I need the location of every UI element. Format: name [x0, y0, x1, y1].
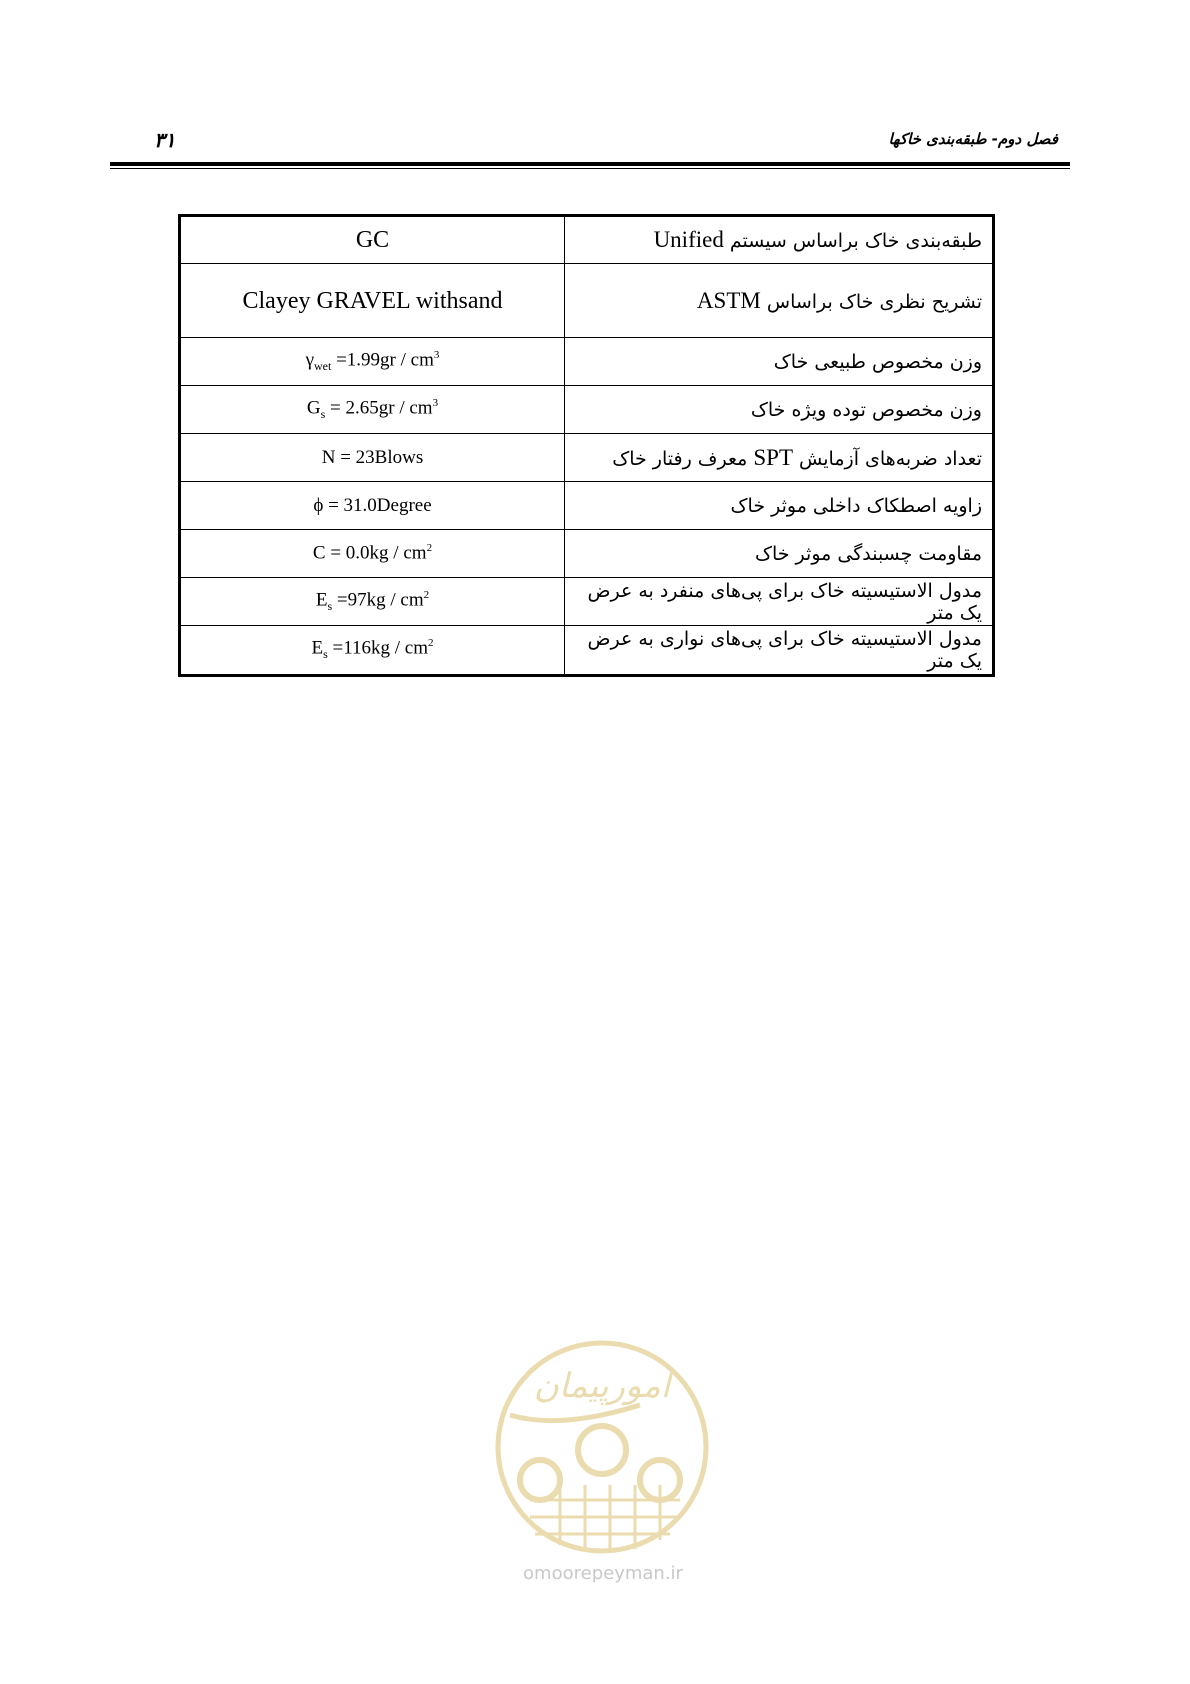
label-text: مدول الاستیسیته خاک برای پی‌های نواری به عرض یک متر [587, 628, 982, 672]
label-text: وزن مخصوص طبیعی خاک [773, 350, 982, 373]
value-rest: = 2.65gr / cm [325, 397, 433, 419]
label-text: زاویه اصطکاک داخلی موثر خاک [730, 494, 982, 517]
table-row [180, 482, 994, 530]
label-cell [565, 216, 994, 264]
label-cell [565, 264, 994, 338]
label-cell [565, 386, 994, 434]
label-text: تشریح نظری خاک براساس [766, 290, 982, 313]
header-rule-thin [110, 168, 1070, 169]
label-text-suffix: معرف رفتار خاک [612, 447, 748, 470]
value-main: E [311, 637, 324, 659]
value-superscript: 2 [426, 542, 433, 555]
table-row [180, 386, 994, 434]
table-row [180, 578, 994, 626]
label-text: تعداد ضربه‌های آزمایش [799, 447, 982, 470]
value-cell [180, 434, 565, 482]
label-cell [565, 338, 994, 386]
page-header [110, 128, 1070, 158]
watermark-site: omoorepeyman.ir [523, 1563, 683, 1584]
watermark-swoosh [510, 1405, 640, 1421]
value-main: γ [305, 349, 315, 371]
table-row [180, 434, 994, 482]
value-cell [180, 264, 565, 338]
table-row [180, 264, 994, 338]
label-cell [565, 482, 994, 530]
value-cell [180, 530, 565, 578]
label-cell [565, 578, 994, 626]
watermark-gear-left [520, 1460, 560, 1500]
value-rest: =1.99gr / cm [331, 349, 434, 371]
value-superscript: 3 [433, 348, 440, 361]
value-cell [180, 386, 565, 434]
value-main: E [315, 589, 328, 611]
value-main: C = 0.0kg / cm [312, 542, 427, 564]
soil-properties-table [178, 214, 995, 677]
soil-properties-body [180, 216, 994, 676]
value-superscript: 2 [428, 637, 434, 650]
table-row [180, 626, 994, 676]
value-main: Clayey GRAVEL withsand [242, 287, 503, 314]
label-text: مقاومت چسبندگی موثر خاک [754, 542, 982, 565]
value-cell [180, 338, 565, 386]
table-row [180, 530, 994, 578]
label-cell [565, 530, 994, 578]
value-cell [180, 482, 565, 530]
value-main: ϕ = 31.0Degree [313, 494, 432, 516]
label-latin-term: ASTM [696, 287, 761, 313]
value-subscript: s [327, 599, 333, 614]
value-subscript: s [320, 407, 326, 422]
header-rule-thick [110, 162, 1070, 166]
value-subscript: wet [314, 359, 332, 374]
value-superscript: 3 [432, 396, 439, 409]
label-latin-term: SPT [753, 444, 793, 470]
value-cell [180, 216, 565, 264]
label-text: طبقه‌بندی خاک براساس سیستم [729, 230, 982, 252]
value-main: GC [355, 226, 390, 253]
value-main: G [306, 397, 321, 419]
label-latin-term: Unified [653, 227, 724, 252]
table-row [180, 216, 994, 264]
label-cell [565, 626, 994, 676]
label-text: مدول الاستیسیته خاک برای پی‌های منفرد به عرض یک متر [587, 579, 982, 624]
page-number: ۳۱ [154, 128, 176, 152]
watermark-gear-center [578, 1426, 626, 1474]
watermark-logo-text: امورپیمان [533, 1366, 671, 1406]
value-subscript: s [323, 647, 328, 662]
value-main: N = 23Blows [321, 446, 424, 468]
label-text: وزن مخصوص توده ویژه خاک [750, 398, 982, 421]
label-cell [565, 434, 994, 482]
value-cell [180, 578, 565, 626]
chapter-title: فصل دوم- طبقه‌بندی خاکها [888, 130, 1058, 148]
value-rest: =116kg / cm [327, 637, 429, 659]
value-rest: =97kg / cm [332, 589, 424, 611]
table-row [180, 338, 994, 386]
value-cell [180, 626, 565, 676]
watermark-logo [490, 1335, 715, 1560]
value-superscript: 2 [423, 588, 430, 601]
